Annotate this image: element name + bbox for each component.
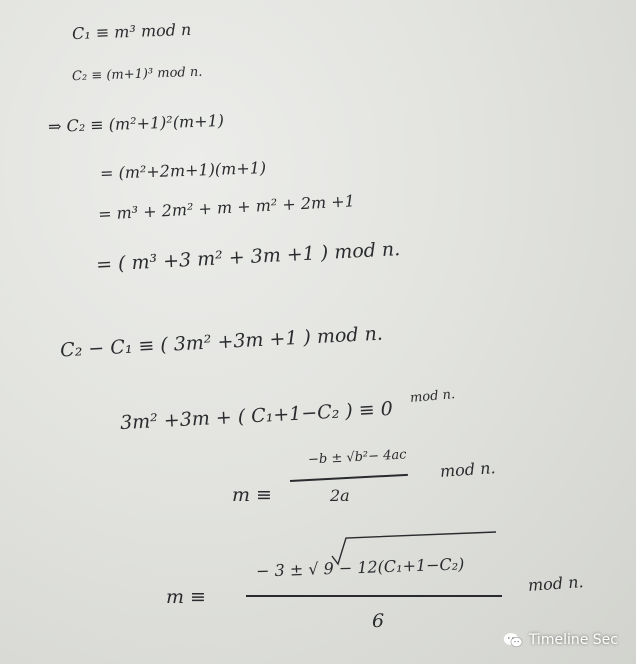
final-sqrt-overline: [330, 530, 500, 570]
quadratic-mod-label: mod n.: [409, 387, 456, 406]
quad-lhs: m ≡: [232, 484, 272, 506]
final-numerator: − 3 ± √ 9 − 12(C₁+1−C₂): [255, 554, 465, 581]
expansion-step-1: = (m²+2m+1)(m+1): [99, 158, 267, 183]
watermark: [503, 632, 618, 648]
equation-c2: C₂ ≡ (m+1)³ mod n.: [71, 64, 203, 85]
equation-c1: C₁ ≡ m³ mod n: [71, 19, 192, 44]
expansion-step-3: = ( m³ +3 m² + 3m +1 ) mod n.: [95, 238, 401, 276]
quadratic-equation: 3m² +3m + ( C₁+1−C₂ ) ≡ 0: [119, 397, 394, 435]
quad-mod-label: mod n.: [439, 458, 497, 481]
final-lhs: m ≡: [166, 586, 206, 608]
final-fraction-bar: [246, 595, 502, 597]
final-denominator: 6: [372, 610, 385, 632]
wechat-icon: [503, 632, 523, 648]
quad-fraction-bar: [290, 474, 408, 482]
difference-equation: C₂ − C₁ ≡ ( 3m² +3m +1 ) mod n.: [59, 322, 384, 362]
expansion-step-2: = m³ + 2m² + m + m² + 2m +1: [97, 191, 356, 224]
quad-denominator: 2a: [330, 486, 350, 505]
equation-c2-implies: ⇒ C₂ ≡ (m²+1)²(m+1): [47, 110, 225, 137]
quad-numerator: −b ± √b²− 4ac: [307, 447, 407, 468]
final-mod-label: mod n.: [527, 572, 585, 595]
watermark-text: Timeline Sec: [528, 632, 618, 648]
